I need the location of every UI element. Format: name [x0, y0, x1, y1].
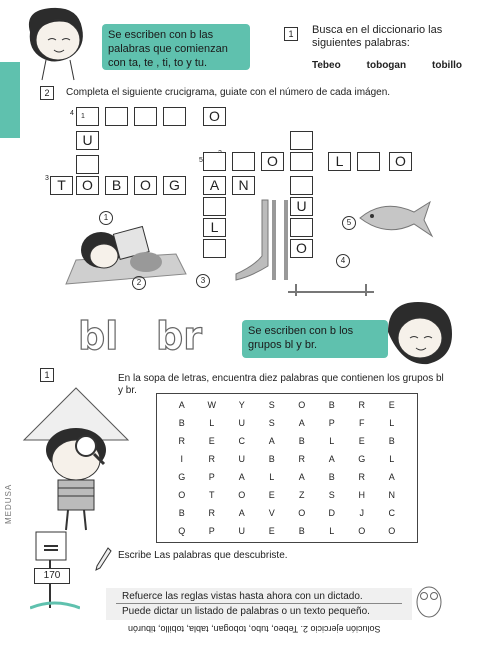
page-number: 170: [34, 568, 70, 584]
exercise-2-prompt: Completa el siguiente crucigrama, guiate con el número de cada imágen.: [66, 87, 391, 98]
word-search-letter[interactable]: R: [208, 508, 216, 518]
word-search-letter[interactable]: Y: [238, 400, 246, 410]
cw-cell[interactable]: [76, 107, 99, 126]
cw-cell[interactable]: G: [163, 176, 186, 195]
picture-label-5: 5: [342, 216, 356, 230]
word-search-letter[interactable]: U: [238, 418, 246, 428]
cw-cell[interactable]: [290, 152, 313, 171]
word-search-letter[interactable]: O: [238, 490, 246, 500]
dictionary-words: [312, 60, 462, 71]
word-search-letter[interactable]: W: [207, 400, 217, 410]
word-search-letter[interactable]: B: [328, 400, 336, 410]
cw-cell[interactable]: [232, 152, 255, 171]
cw-cell[interactable]: [105, 107, 128, 126]
word-search-letter[interactable]: E: [208, 436, 216, 446]
girl-illustration: [16, 2, 106, 82]
cw-cell[interactable]: U: [76, 131, 99, 150]
cw-cell[interactable]: [134, 107, 157, 126]
word-search-letter[interactable]: S: [328, 490, 336, 500]
picture-label-2: 2: [132, 276, 146, 290]
word-2: tobogan: [366, 60, 407, 71]
word-search-letter[interactable]: L: [329, 436, 335, 446]
clue-number-1: 1: [81, 113, 85, 120]
clue-number-3: 3: [45, 175, 49, 182]
word-search-letter[interactable]: B: [388, 436, 396, 446]
word-search-letter[interactable]: C: [388, 508, 396, 518]
cw-cell[interactable]: [290, 176, 313, 195]
exercise-1-number: 1: [284, 27, 298, 41]
word-search-letter[interactable]: E: [358, 436, 366, 446]
write-prompt: Escribe Las palabras que descubriste.: [118, 550, 288, 561]
word-search-letter[interactable]: P: [208, 472, 216, 482]
word-search-letter[interactable]: B: [178, 508, 186, 518]
word-search-letter[interactable]: D: [328, 508, 336, 518]
cw-cell[interactable]: T: [50, 176, 73, 195]
teacher-note-box: [106, 588, 412, 620]
word-search-letter[interactable]: R: [298, 454, 306, 464]
cw-cell[interactable]: [163, 107, 186, 126]
word-search-letter[interactable]: A: [238, 508, 246, 518]
cw-cell[interactable]: O: [389, 152, 412, 171]
word-search-letter[interactable]: L: [209, 418, 215, 428]
word-search-letter[interactable]: A: [298, 418, 306, 428]
word-search-letter[interactable]: E: [268, 490, 276, 500]
word-search-letter[interactable]: J: [359, 508, 365, 518]
cw-cell[interactable]: O: [290, 239, 313, 258]
word-search-letter[interactable]: U: [238, 526, 246, 536]
cw-cell[interactable]: L: [328, 152, 351, 171]
picture-label-1: 1: [99, 211, 113, 225]
word-search-letter[interactable]: L: [389, 418, 395, 428]
writing-area[interactable]: [118, 560, 418, 578]
word-search-letter[interactable]: Q: [178, 526, 186, 536]
word-search-letter[interactable]: L: [389, 454, 395, 464]
word-search-letter[interactable]: B: [178, 418, 186, 428]
exercise-3-number: 1: [40, 368, 54, 382]
slide-illustration: [232, 196, 292, 286]
cw-cell[interactable]: B: [105, 176, 128, 195]
rule-bubble-1: [102, 24, 250, 70]
word-search-letter[interactable]: Z: [299, 490, 305, 500]
pencil-icon: [94, 546, 112, 572]
cw-cell[interactable]: L: [203, 218, 226, 237]
word-search-letter[interactable]: O: [388, 526, 396, 536]
boy-reading-illustration: [56, 204, 196, 294]
cw-cell[interactable]: N: [232, 176, 255, 195]
word-search-letter[interactable]: A: [328, 454, 336, 464]
exercise-2-number: 2: [40, 86, 54, 100]
word-search-letter[interactable]: B: [298, 436, 306, 446]
word-search-letter[interactable]: L: [269, 472, 275, 482]
boy-magnifier-illustration: [14, 384, 138, 534]
word-search-letter[interactable]: R: [358, 400, 366, 410]
clue-number-5: 5: [199, 157, 203, 164]
word-search-letter[interactable]: S: [268, 418, 276, 428]
cw-cell[interactable]: [76, 155, 99, 174]
cw-cell[interactable]: [290, 218, 313, 237]
word-3: tobillo: [432, 60, 462, 71]
brand-label: MEDUSA: [4, 483, 13, 524]
word-search-letter[interactable]: A: [388, 472, 396, 482]
word-search-letter[interactable]: E: [268, 526, 276, 536]
word-search-letter[interactable]: B: [328, 472, 336, 482]
exercise-3-prompt: En la sopa de letras, encuentra diez palabras que contienen los grupos bl y br.: [118, 373, 444, 396]
word-1: Tebeo: [312, 60, 341, 71]
cw-cell[interactable]: O: [203, 107, 226, 126]
picture-label-3: 3: [196, 274, 210, 288]
word-search-letter[interactable]: R: [208, 454, 216, 464]
graffiti-br: br: [156, 314, 202, 358]
cw-cell[interactable]: [203, 197, 226, 216]
solution-upside-down: Solución ejercicio 2. Tebeo, tubo, tobogan, tabla, tobillo, tiburón: [128, 624, 381, 634]
word-search-letter[interactable]: A: [298, 472, 306, 482]
word-search-letter[interactable]: B: [268, 454, 276, 464]
rule-bubble-2-text: Se escriben con b los grupos bl y br.: [248, 325, 354, 351]
word-search-letter[interactable]: G: [358, 454, 366, 464]
word-search-letter[interactable]: S: [268, 400, 276, 410]
girl-2-illustration: [378, 296, 462, 374]
exercise-1-prompt: Busca en el diccionario las siguientes palabras:: [312, 24, 443, 49]
teacher-note-1: Refuerce las reglas vistas hasta ahora con un dictado.: [122, 591, 363, 602]
cw-cell[interactable]: O: [134, 176, 157, 195]
teacher-note-2: Puede dictar un listado de palabras o un texto pequeño.: [122, 606, 370, 617]
graffiti-bl: bl: [78, 314, 119, 358]
word-search-letter[interactable]: A: [178, 400, 186, 410]
clue-number-4: 4: [70, 110, 74, 117]
owl-illustration: [412, 580, 446, 620]
word-search-letter[interactable]: A: [238, 472, 246, 482]
fish-illustration: [354, 192, 434, 242]
word-search-letter[interactable]: B: [298, 526, 306, 536]
cw-cell[interactable]: O: [76, 176, 99, 195]
word-search-letter[interactable]: R: [358, 472, 366, 482]
cw-cell[interactable]: [357, 152, 380, 171]
word-search-letter[interactable]: T: [209, 490, 215, 500]
cw-cell[interactable]: O: [261, 152, 284, 171]
word-search-letter[interactable]: O: [178, 490, 186, 500]
word-search-letter[interactable]: G: [178, 472, 186, 482]
word-search-letter[interactable]: A: [268, 436, 276, 446]
word-search-letter[interactable]: R: [178, 436, 186, 446]
rule-bubble-1-text: Se escriben con b las palabras que comienzan con ta, te , ti, to y tu.: [108, 29, 228, 69]
word-search-letter[interactable]: P: [208, 526, 216, 536]
rule-bubble-2: [242, 320, 388, 358]
word-search-letter[interactable]: U: [238, 454, 246, 464]
cw-cell[interactable]: [290, 131, 313, 150]
word-search-letter[interactable]: N: [388, 490, 396, 500]
word-search-letter[interactable]: V: [268, 508, 276, 518]
picture-label-4: 4: [336, 254, 350, 268]
word-search-letter[interactable]: E: [388, 400, 396, 410]
word-search-letter[interactable]: H: [358, 490, 366, 500]
cw-cell[interactable]: [203, 152, 226, 171]
word-search-letter[interactable]: F: [359, 418, 365, 428]
word-search-letter[interactable]: P: [328, 418, 336, 428]
bars-illustration: [286, 278, 376, 298]
cw-cell[interactable]: [203, 239, 226, 258]
cw-cell[interactable]: A: [203, 176, 226, 195]
word-search-letter[interactable]: L: [329, 526, 335, 536]
word-search-letter[interactable]: O: [298, 508, 306, 518]
cw-cell[interactable]: U: [290, 197, 313, 216]
word-search: [156, 393, 418, 543]
word-search-letter[interactable]: C: [238, 436, 246, 446]
word-search-letter[interactable]: O: [358, 526, 366, 536]
word-search-letter[interactable]: O: [298, 400, 306, 410]
word-search-letter[interactable]: I: [180, 454, 184, 464]
